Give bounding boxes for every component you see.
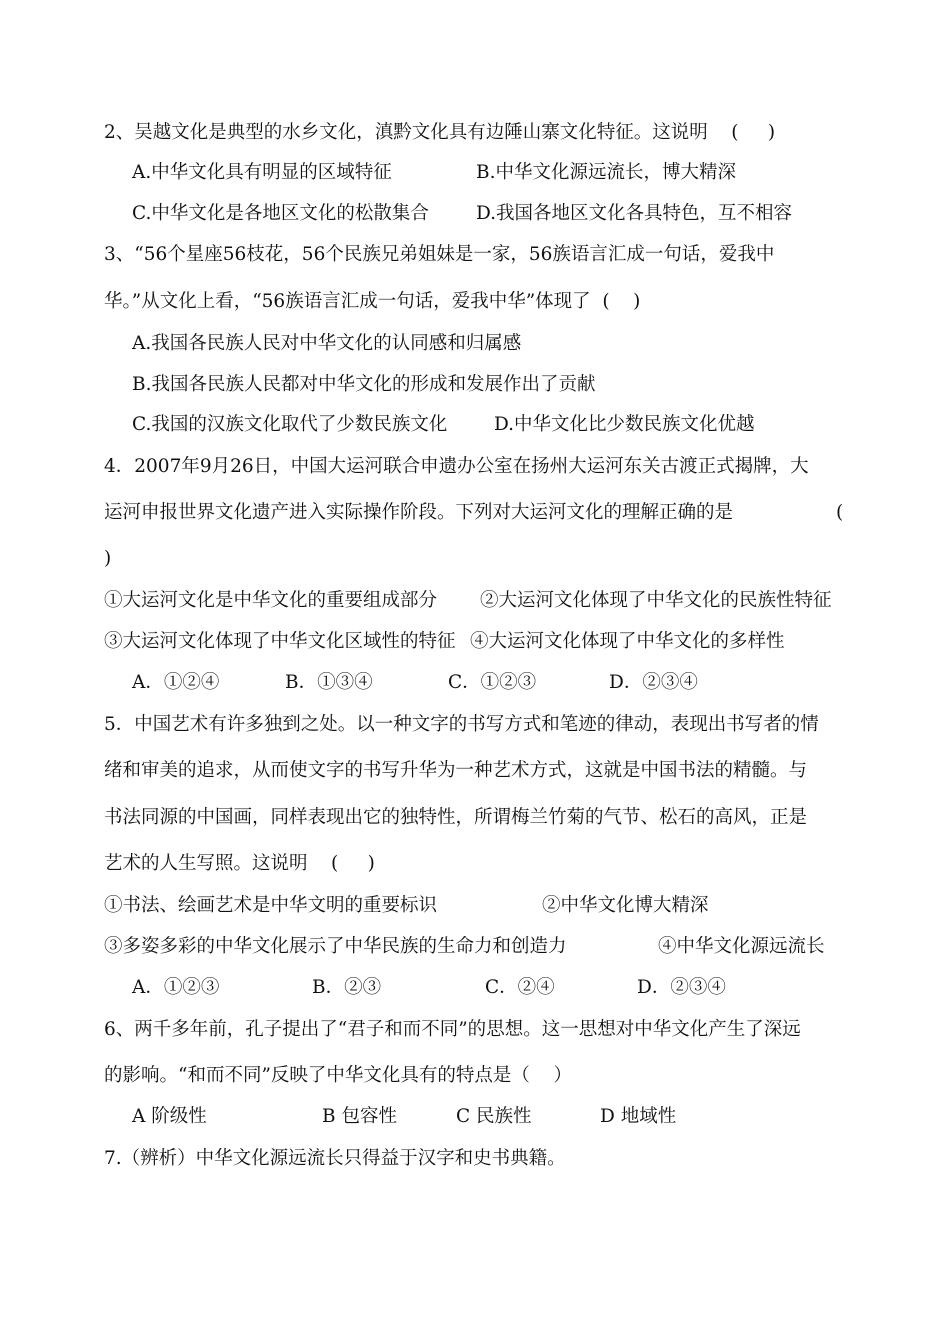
q5-stem-line3: 书法同源的中国画，同样表现出它的独特性，所谓梅兰竹菊的气节、松石的高风，正是 <box>104 807 808 828</box>
q5-stem-line1: 5．中国艺术有许多独到之处。以一种文字的书写方式和笔迹的律动，表现出书写者的情 <box>104 714 819 735</box>
q3-option-d: D.中华文化比少数民族文化优越 <box>494 414 755 435</box>
q5-item-4: ④中华文化源远流长 <box>658 936 825 957</box>
q2-option-c: C.中华文化是各地区文化的松散集合 <box>132 203 429 224</box>
q3-stem-line2: 华。”从文化上看，“56族语言汇成一句话，爱我中华”体现了 ( ) <box>104 291 641 312</box>
q2-option-b: B.中华文化源远流长，博大精深 <box>476 162 736 183</box>
q6-option-a: A 阶级性 <box>132 1106 207 1127</box>
q5-item-2: ②中华文化博大精深 <box>542 895 709 916</box>
q3-option-b: B.我国各民族人民都对中华文化的形成和发展作出了贡献 <box>132 374 596 395</box>
q4-item-4: ④大运河文化体现了中华文化的多样性 <box>470 631 785 652</box>
q3-stem-line1: 3、“56个星座56枝花，56个民族兄弟姐妹是一家，56族语言汇成一句话，爱我中 <box>104 244 775 265</box>
q6-option-b: B 包容性 <box>322 1106 397 1127</box>
q6-stem-line1: 6、两千多年前，孔子提出了“君子和而不同”的思想。这一思想对中华文化产生了深远 <box>104 1019 801 1040</box>
q3-option-a: A.我国各民族人民对中华文化的认同感和归属感 <box>132 333 522 354</box>
q5-option-c: C．②④ <box>485 977 555 998</box>
q4-option-b: B．①③④ <box>285 672 373 693</box>
q5-stem-line2: 绪和审美的追求，从而使文字的书写升华为一种艺术方式，这就是中国书法的精髓。与 <box>104 760 808 781</box>
q6-option-d: D 地域性 <box>600 1106 677 1127</box>
q4-paren-open: ( <box>836 502 844 523</box>
q5-option-d: D．②③④ <box>637 977 726 998</box>
q4-stem-line2: 运河申报世界文化遗产进入实际操作阶段。下列对大运河文化的理解正确的是 <box>104 502 734 523</box>
q5-item-3: ③多姿多彩的中华文化展示了中华民族的生命力和创造力 <box>104 936 567 957</box>
q4-item-1: ①大运河文化是中华文化的重要组成部分 <box>104 590 438 611</box>
q4-item-3: ③大运河文化体现了中华文化区域性的特征 <box>104 631 456 652</box>
q4-option-d: D．②③④ <box>609 672 698 693</box>
q6-stem-line2: 的影响。“和而不同”反映了中华文化具有的特点是（ ） <box>104 1065 572 1086</box>
q5-item-1: ①书法、绘画艺术是中华文明的重要标识 <box>104 895 438 916</box>
q2-option-d: D.我国各地区文化各具特色，互不相容 <box>476 203 793 224</box>
q4-item-2: ②大运河文化体现了中华文化的民族性特征 <box>480 590 832 611</box>
q2-stem: 2、吴越文化是典型的水乡文化，滇黔文化具有边陲山寨文化特征。这说明 ( ) <box>104 122 776 143</box>
q4-paren-close: ) <box>104 548 112 569</box>
q5-stem-line4: 艺术的人生写照。这说明 ( ) <box>104 853 375 874</box>
q4-option-c: C．①②③ <box>448 672 537 693</box>
q5-option-b: B．②③ <box>312 977 382 998</box>
q6-option-c: C 民族性 <box>456 1106 532 1127</box>
q7-stem: 7.（辨析）中华文化源远流长只得益于汉字和史书典籍。 <box>104 1148 566 1169</box>
q5-option-a: A．①②③ <box>132 977 220 998</box>
q2-option-a: A.中华文化具有明显的区域特征 <box>132 162 392 183</box>
q3-option-c: C.我国的汉族文化取代了少数民族文化 <box>132 414 448 435</box>
q4-option-a: A．①②④ <box>132 672 220 693</box>
q4-stem-line1: 4．2007年9月26日，中国大运河联合申遗办公室在扬州大运河东关古渡正式揭牌，大 <box>104 456 809 477</box>
